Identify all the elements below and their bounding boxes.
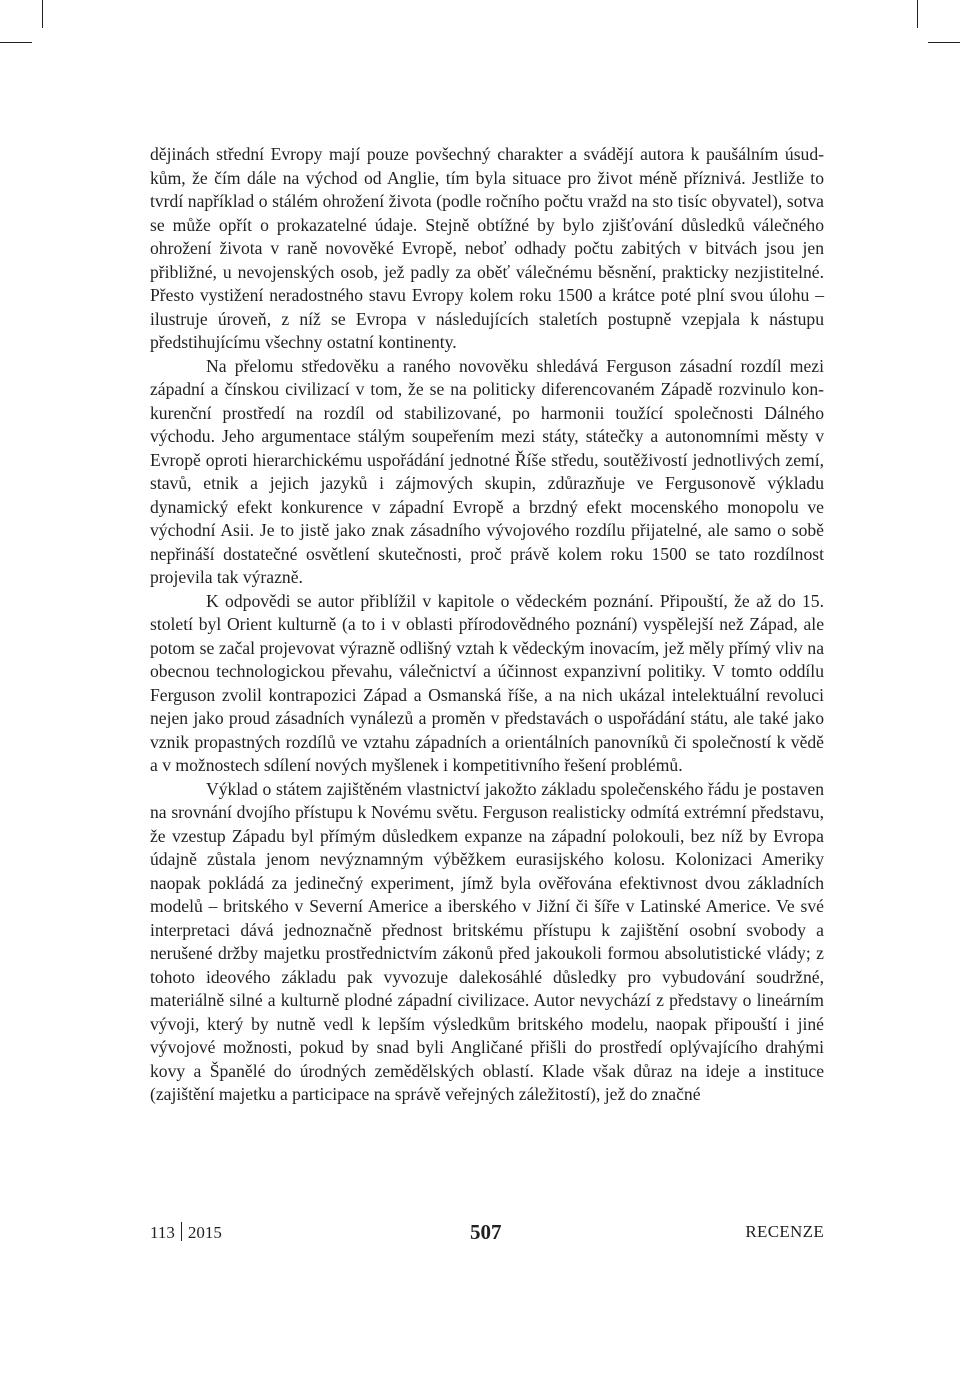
paragraph: Na přelomu středověku a raného novověku shledává Ferguson zásadní rozdíl mezi západní a čínskou civilizací v tom, že se na politicky diferencovaném Západě rozvinulo konkurenční prostředí na rozdíl od stabilizované, po harmonii toužící společnosti Dálného východu. Jeho argumentace stálým soupeřením mezi státy, státečky a autonomními městy v Evropě oproti hierarchickému uspořádání jednotné Říše středu, soutěživostí jednotlivých zemí, stavů, etnik a jejich jazyků i zájmových skupin, zdůrazňuje ve Fergusonově výkladu dynamický efekt konkurence v západní Evropě a brzdný efekt mocenského monopolu ve východní Asii. Je to jistě jako znak zásadního vývojového rozdílu přijatelné, ale samo o sobě nepřináší dostatečné osvětlení skutečnosti, proč právě kolem roku 1500 se tato rozdílnost projevila tak výrazně. bbox=[150, 355, 824, 587]
crop-mark-top-right-horizontal bbox=[928, 42, 960, 43]
crop-mark-top-right-vertical bbox=[917, 0, 918, 28]
paragraph: Výklad o státem zajištěném vlastnictví jakožto základu společenského řádu je postaven na srovnání dvojího přístupu k Novému světu. Ferguson realisticky odmítá extrémní představu, že vzestup Západu byl přímým důsledkem expanze na západní polokouli, bez níž by Evropa údajně zůstala jenom nevýznamným výběžkem eurasijského kolosu. Kolonizaci Ameriky naopak pokládá za jedinečný experiment, jímž byla ověřována efektivnost dvou základních modelů – britského v Severní Americe a iberského v Jižní či šíře v Latinské Americe. Ve své interpretaci dává jednoznačně přednost britskému přístupu k zajištění osobní svobody a nerušené držby majetku prostřednictvím zákonů před jakoukoli formou absolutistické vlády; z tohoto ideového základu pak vyvozuje dalekosáhlé důsledky pro vybudování soudržné, materiálně silné a kulturně plodné západní civilizace. Autor nevychází z představy o lineárním vývoji, který by nutně vedl k lepším výsledkům britského modelu, naopak připouští i jiné vývojové možnosti, pokud by snad byli Angličané přišli do prostředí oplývajícího drahými kovy a Španělé do úrodných zemědělských oblastí. Klade však důraz na ideje a instituce (zajištění majetku a participace na správě veřejných záležitostí), jež do značné bbox=[150, 778, 824, 1104]
issue-info bbox=[150, 1222, 222, 1243]
section-title: RECENZE bbox=[745, 1222, 824, 1241]
issue-number: 113 bbox=[150, 1223, 175, 1242]
paragraph-continued: dějinách střední Evropy mají pouze povšechný charakter a svádějí autora k paušálním úsudkům, že čím dále na východ od Anglie, tím byla situace pro život méně příznivá. Jestliže to tvrdí například o stálém ohrožení života (podle ročního počtu vražd na sto tisíc obyvatel), sotva se může opřít o prokazatelné údaje. Stejně obtížné by bylo zjišťování důsledků válečného ohrožení života v raně novověké Evropě, neboť odhady počtu zabitých v bitvách jsou jen přibližné, u nevojenských osob, jež padly za oběť válečnému běsnění, prakticky nezjistitelné. Přesto vystižení neradostného stavu Evropy kolem roku 1500 a krátce poté plní svou úlohu – ilustruje úroveň, z níž se Evropa v následujících staletích postupně vzepjala k nástupu předstihujícímu všechny ostatní kontinenty. bbox=[150, 144, 824, 352]
issue-year: 2015 bbox=[187, 1223, 222, 1242]
crop-mark-top-left-vertical bbox=[42, 0, 43, 28]
page-footer bbox=[150, 1218, 824, 1248]
page-number: 507 bbox=[470, 1220, 502, 1244]
paragraph: K odpovědi se autor přiblížil v kapitole o vědeckém poznání. Připouští, že až do 15. století byl Orient kulturně (a to i v oblasti přírodovědného poznání) vyspělejší než Západ, ale potom se začal projevovat výrazně odlišný vztah k vědeckým inovacím, jež měly přímý vliv na obecnou technologickou převahu, válečnictví a účinnost expanzivní politiky. V tomto oddílu Ferguson zvolil kontrapozici Západ a Osmanská říše, a na nich ukázal intelektuální revoluci nejen jako proud zásadních vynálezů a proměn v představách o uspořádání státu, ale také jako vznik propastných rozdílů ve vztahu západních a orientálních panovníků či společností k vědě a v možnostech sdílení nových myšlenek i kompetitivního řešení problémů. bbox=[150, 590, 824, 775]
body-text bbox=[150, 143, 824, 1107]
crop-mark-top-left-horizontal bbox=[0, 42, 32, 43]
issue-separator bbox=[181, 1222, 182, 1241]
